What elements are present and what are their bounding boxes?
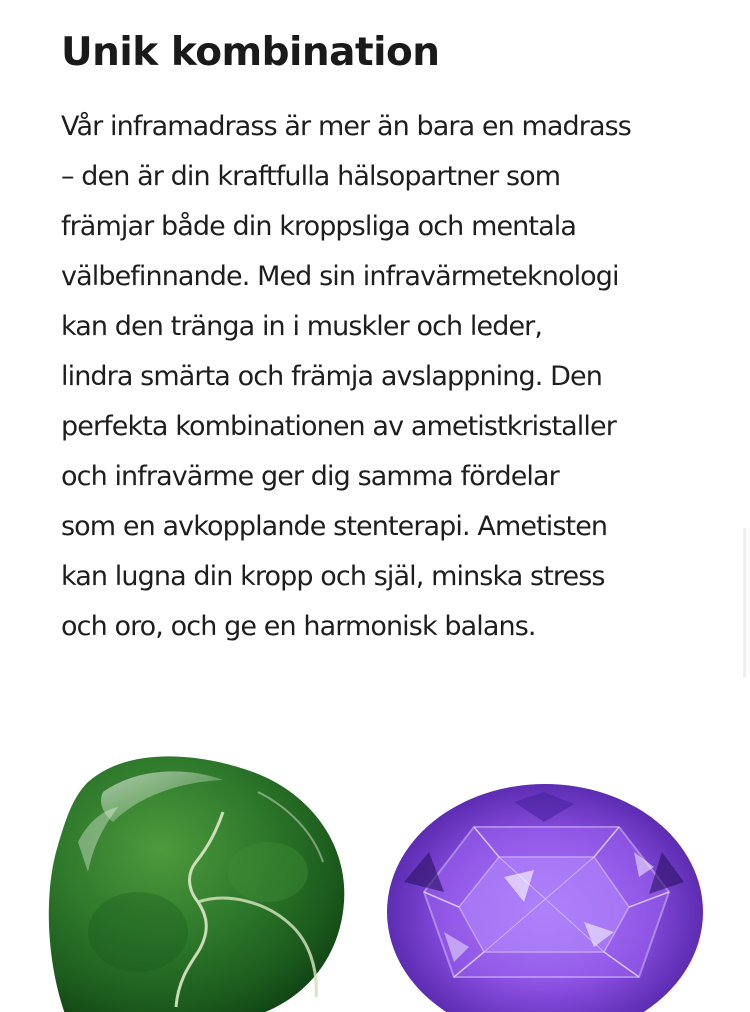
- paragraph-line: och infravärme ger dig samma fördelar: [61, 461, 559, 492]
- amethyst-gem-image: [384, 782, 706, 1012]
- paragraph-line: kan den tränga in i muskler och leder,: [61, 311, 543, 342]
- paragraph-line: – den är din kraftfulla hälsopartner som: [61, 161, 561, 192]
- paragraph-line: som en avkopplande stenterapi. Ametisten: [61, 511, 608, 542]
- paragraph-line: perfekta kombinationen av ametistkristaller: [61, 411, 616, 442]
- paragraph-line: lindra smärta och främja avslappning. Den: [61, 361, 602, 392]
- paragraph-line: välbefinnande. Med sin infravärmeteknologi: [61, 261, 619, 292]
- paragraph-line: Vår inframadrass är mer än bara en madrass: [61, 111, 631, 142]
- section-paragraph: [61, 102, 631, 652]
- paragraph-line: främjar både din kroppsliga och mentala: [61, 211, 576, 242]
- section-heading: Unik kombination: [61, 30, 440, 75]
- paragraph-line: och oro, och ge en harmonisk balans.: [61, 611, 536, 642]
- paragraph-line: kan lugna din kropp och själ, minska stress: [61, 561, 605, 592]
- jade-stone-image: [48, 752, 348, 1012]
- scrollbar-track[interactable]: [743, 528, 746, 678]
